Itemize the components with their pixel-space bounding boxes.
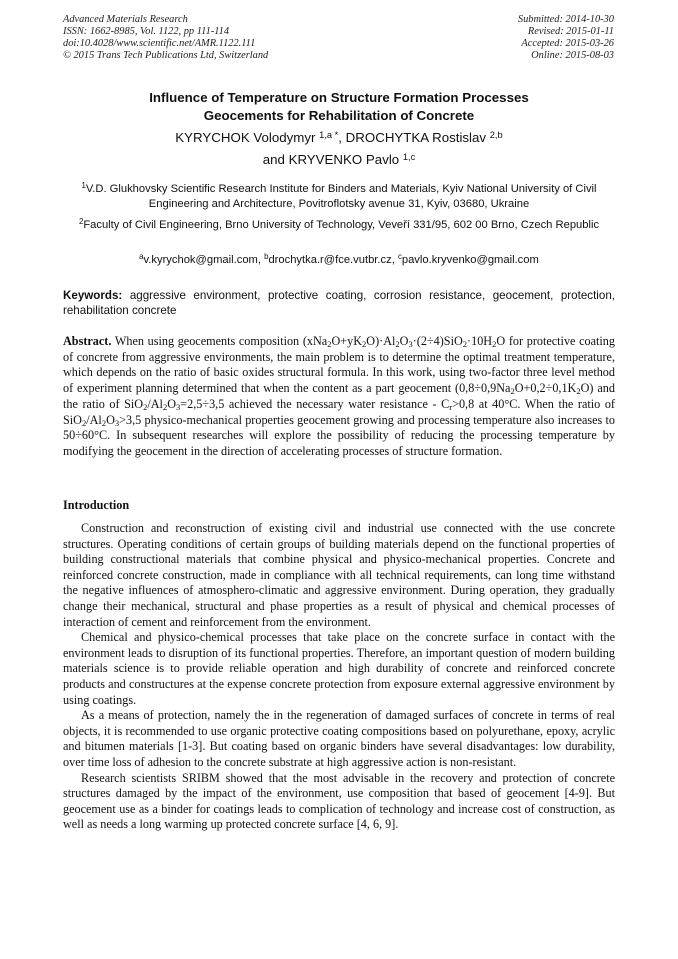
subscript: 2 (162, 401, 168, 412)
abstract-section (63, 334, 615, 460)
abstract-text: O) and the ratio of SiO (63, 381, 615, 411)
author-name: KRYVENKO Pavlo (288, 152, 400, 167)
abstract-text: ·10H (467, 334, 493, 348)
email-marker: a (139, 252, 144, 262)
subscript: 2 (362, 339, 367, 350)
abstract-text: /Al (86, 412, 102, 427)
subscript: 2 (143, 401, 148, 412)
submitted-date: Submitted: 2014-10-30 (517, 14, 614, 25)
abstract-text: When using geocements composition (xNa (114, 334, 328, 348)
author-list (60, 127, 618, 171)
author-name: DROCHYTKA Rostislav (345, 130, 487, 145)
title-line-1: Influence of Temperature on Structure Formation Processes (149, 90, 529, 105)
doi-line: doi:10.4028/www.scientific.net/AMR.1122.111 (63, 38, 256, 50)
title-line-2: Geocements for Rehabilitation of Concrete (203, 108, 475, 123)
email-marker: c (397, 252, 402, 262)
authors-line-1 (60, 127, 618, 149)
abstract-text: O (106, 412, 115, 427)
keywords-label: Keywords: (63, 289, 123, 302)
subscript: 3 (408, 339, 413, 350)
section-heading: Introduction (63, 498, 130, 512)
author-emails (63, 253, 615, 268)
subscript: r (449, 401, 453, 412)
authors-line-2 (60, 149, 618, 171)
author-and: and (262, 152, 289, 167)
abstract-text: O+yK (331, 334, 363, 348)
affiliation-text: V.D. Glukhovsky Scientific Research Institute for Binders and Materials, Kyiv National University of Civil Engineering and Architecture, Povitroflotsky avenue 31, Kyiv, 03680, Ukraine (85, 183, 597, 210)
subscript: 2 (101, 417, 107, 428)
paper-title (60, 89, 618, 125)
affiliation-2 (63, 218, 615, 233)
paragraph: As a means of protection, namely the in the regeneration of damaged surfaces of concrete in terms of real objects, it is recommended to use organic protective coating compositions based on polyurethane, epoxy, acrylic and bitumen materials [1-3]. But coating based on organic binders have several disadvantages: low durability, over time loss of adhesion to the concrete substrate at high aggressive action is non-resistant. (63, 708, 615, 769)
keywords-text: aggressive environment, protective coating, corrosion resistance, geocement, protection, rehabilitation concrete (63, 289, 615, 317)
abstract-text: /Al (147, 396, 163, 411)
author-separator: , (338, 130, 346, 145)
accepted-date: Accepted: 2015-03-26 (521, 38, 614, 50)
keywords-section (63, 288, 615, 318)
paragraph: Construction and reconstruction of existing civil and industrial use connected with the use concrete structures. Operating conditions of certain groups of building materials depend on the functional properties of building constructional materials that combine physical and physico-mechanical properties. Concrete and reinforced concrete construction, made in compliance with all technical requirements, can long time withstand the negative influences of atmosphero-climatic and aggressive environment. During operation, they gradually change their mechanical, structural and phase properties as a result of physical and chemical processes of interaction of cement and reinforcement from the environment. (63, 521, 615, 629)
journal-name: Advanced Materials Research (63, 14, 188, 25)
abstract-text: O (167, 396, 177, 411)
subscript: 2 (510, 386, 515, 397)
copyright-line: © 2015 Trans Tech Publications Ltd, Switzerland (63, 50, 269, 62)
affiliation-number: 1 (81, 181, 86, 191)
paragraph: Research scientists SRIBM showed that the most advisable in the recovery and protection of concrete structures damaged by the impact of the environment, use composition that based of geocement [4-9]. But geocement use as a binder for coatings leads to complication of technology and increase cost of construction, as well as needs a long warming up protected concrete surface [4, 6, 9]. (63, 770, 615, 832)
subscript: 2 (327, 339, 332, 350)
abstract-text: >0,8 at 40°C. When the ratio of SiO (63, 396, 615, 427)
author-affil-sup: 1,a * (319, 129, 339, 140)
abstract-text: O (399, 334, 409, 348)
subscript: 3 (176, 401, 181, 412)
subscript: 2 (576, 386, 581, 397)
revised-date: Revised: 2015-01-11 (527, 26, 614, 38)
email-link[interactable]: drochytka.r@fce.vutbr.cz, (268, 254, 395, 266)
email-link[interactable]: v.kyrychok@gmail.com, (143, 254, 261, 266)
introduction-body (63, 521, 615, 833)
publication-dates (518, 14, 614, 62)
abstract-text: >3,5 physico-mechanical properties geocement growing and processing temperature also increases to 50÷60°C. In subsequent researches will explore the possibility of reducing the processing temperature by modifying the geocement in the direction of accelerating processes of structure formation. (63, 412, 615, 458)
abstract-text: O+0,2÷0,1K (514, 381, 577, 396)
affiliation-1 (63, 182, 615, 211)
author-affil-sup: 2,b (489, 129, 503, 140)
author-affil-sup: 1,c (402, 151, 416, 162)
abstract-text: O for protective coating of concrete from aggressive environments, the main problem is to determine the optimal treatment temperature, which depends on the ratio of basic oxides structural formula. In this work, using two-factor three level method of experiment planning determined that when the content as a part geocement (0,8÷0,9Na (63, 334, 615, 396)
subscript: 3 (114, 417, 120, 428)
author-name: KYRYCHOK Volodymyr (175, 130, 316, 145)
email-marker: b (264, 252, 269, 262)
abstract-text: =2,5÷3,5 achieved the necessary water resistance - C (180, 396, 450, 411)
email-link[interactable]: pavlo.kryvenko@gmail.com (401, 254, 539, 266)
subscript: 2 (81, 417, 87, 428)
subscript: 2 (492, 339, 497, 350)
subscript: 2 (462, 339, 468, 350)
abstract-label: Abstract. (63, 334, 112, 348)
paragraph: Chemical and physico-chemical processes that take place on the concrete surface in contact with the environment leads to disruption of its functional properties. Therefore, an important question of modern building materials science is to provide reliable operation and high durability of concrete and reinforced concrete products and constructures at the expense concrete protection from exposure external aggressive environment by using coatings. (63, 630, 615, 707)
affiliation-number: 2 (78, 217, 84, 227)
subscript: 2 (395, 339, 400, 350)
online-date: Online: 2015-08-03 (531, 50, 614, 62)
issn-line: ISSN: 1662-8985, Vol. 1122, pp 111-114 (63, 26, 230, 38)
affiliation-text: Faculty of Civil Engineering, Brno University of Technology, Veveří 331/95, 602 00 Brno, Czech Republic (83, 219, 600, 231)
journal-info (63, 14, 268, 62)
abstract-text: ·(2÷4)SiO (412, 334, 463, 348)
abstract-text: O)·Al (366, 334, 396, 348)
